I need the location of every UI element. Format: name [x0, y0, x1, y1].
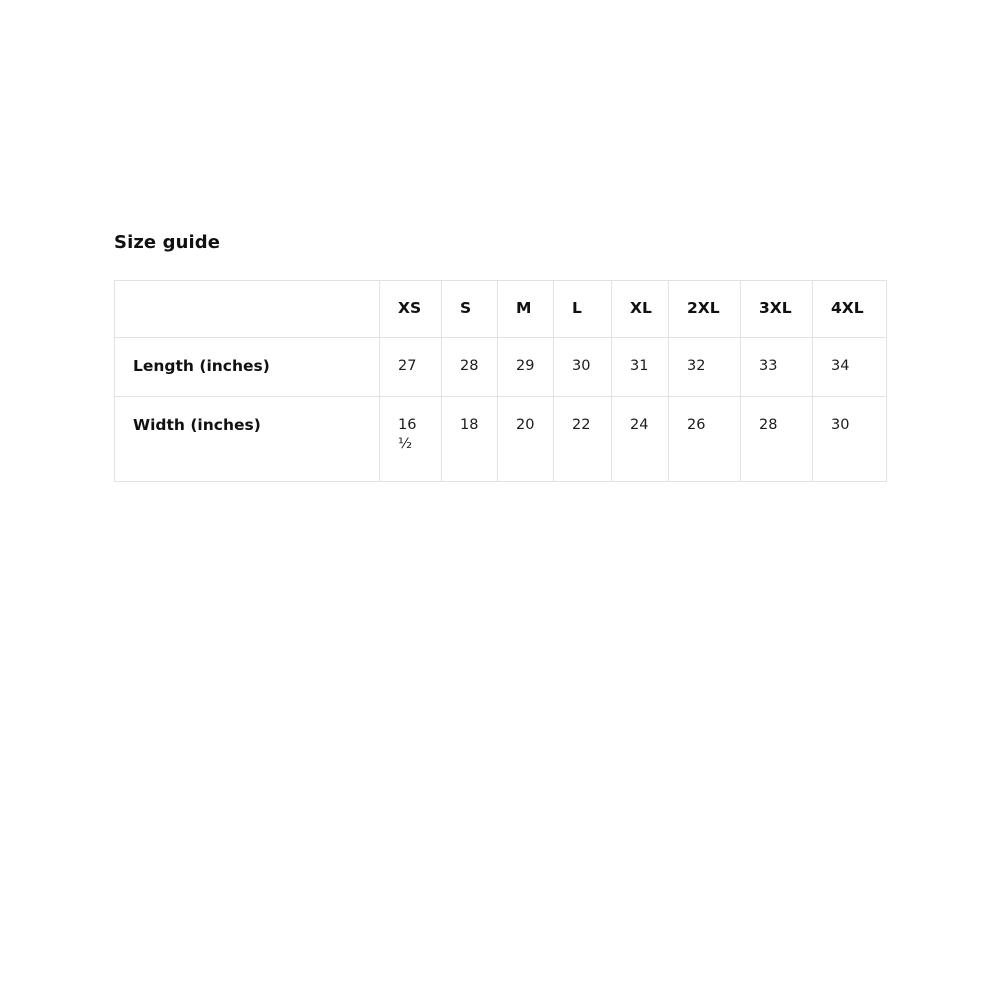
cell-value: 24 — [630, 416, 649, 433]
row-label-cell — [115, 337, 380, 396]
column-header-label: XS — [398, 298, 422, 317]
column-header-label: M — [516, 298, 532, 317]
size-guide-table — [114, 280, 887, 482]
cell-value: 31 — [630, 357, 649, 374]
cell-value: 18 — [460, 416, 479, 433]
column-header-m — [498, 280, 554, 337]
cell-value: 30 — [831, 416, 850, 433]
column-header-label: 3XL — [759, 298, 792, 317]
cell-length-m — [498, 337, 554, 396]
cell-value: 16 ½ — [398, 416, 417, 453]
cell-length-4xl — [813, 337, 887, 396]
cell-width-4xl — [813, 396, 887, 481]
cell-value: 34 — [831, 357, 850, 374]
cell-length-s — [442, 337, 498, 396]
cell-width-2xl — [669, 396, 741, 481]
column-header-3xl — [741, 280, 813, 337]
cell-width-l — [554, 396, 612, 481]
cell-value: 26 — [687, 416, 706, 433]
cell-width-xl — [612, 396, 669, 481]
row-label: Width (inches) — [133, 415, 261, 434]
cell-value: 30 — [572, 357, 591, 374]
table-body — [115, 337, 887, 481]
cell-value: 29 — [516, 357, 535, 374]
cell-value: 27 — [398, 357, 417, 374]
column-header-label: 2XL — [687, 298, 720, 317]
table-header-row — [115, 280, 887, 337]
cell-length-xs — [380, 337, 442, 396]
row-label: Length (inches) — [133, 356, 270, 375]
column-header-label: S — [460, 298, 472, 317]
column-header-xs — [380, 280, 442, 337]
cell-width-m — [498, 396, 554, 481]
column-header-label: L — [572, 298, 582, 317]
cell-value: 22 — [572, 416, 591, 433]
column-header-2xl — [669, 280, 741, 337]
cell-length-xl — [612, 337, 669, 396]
cell-value: 20 — [516, 416, 535, 433]
column-header-s — [442, 280, 498, 337]
column-header-label: XL — [630, 298, 652, 317]
cell-width-3xl — [741, 396, 813, 481]
table-corner-cell — [115, 280, 380, 337]
table-header — [115, 280, 887, 337]
column-header-l — [554, 280, 612, 337]
cell-length-l — [554, 337, 612, 396]
cell-value: 28 — [460, 357, 479, 374]
cell-width-xs — [380, 396, 442, 481]
cell-value: 33 — [759, 357, 778, 374]
table-row — [115, 396, 887, 481]
cell-value: 32 — [687, 357, 706, 374]
column-header-xl — [612, 280, 669, 337]
table-row — [115, 337, 887, 396]
cell-width-s — [442, 396, 498, 481]
page-title: Size guide — [114, 232, 221, 253]
row-label-cell — [115, 396, 380, 481]
size-guide-section — [114, 232, 886, 482]
cell-length-2xl — [669, 337, 741, 396]
table-corner-label — [115, 281, 379, 317]
cell-value: 28 — [759, 416, 778, 433]
column-header-4xl — [813, 280, 887, 337]
column-header-label: 4XL — [831, 298, 864, 317]
cell-length-3xl — [741, 337, 813, 396]
